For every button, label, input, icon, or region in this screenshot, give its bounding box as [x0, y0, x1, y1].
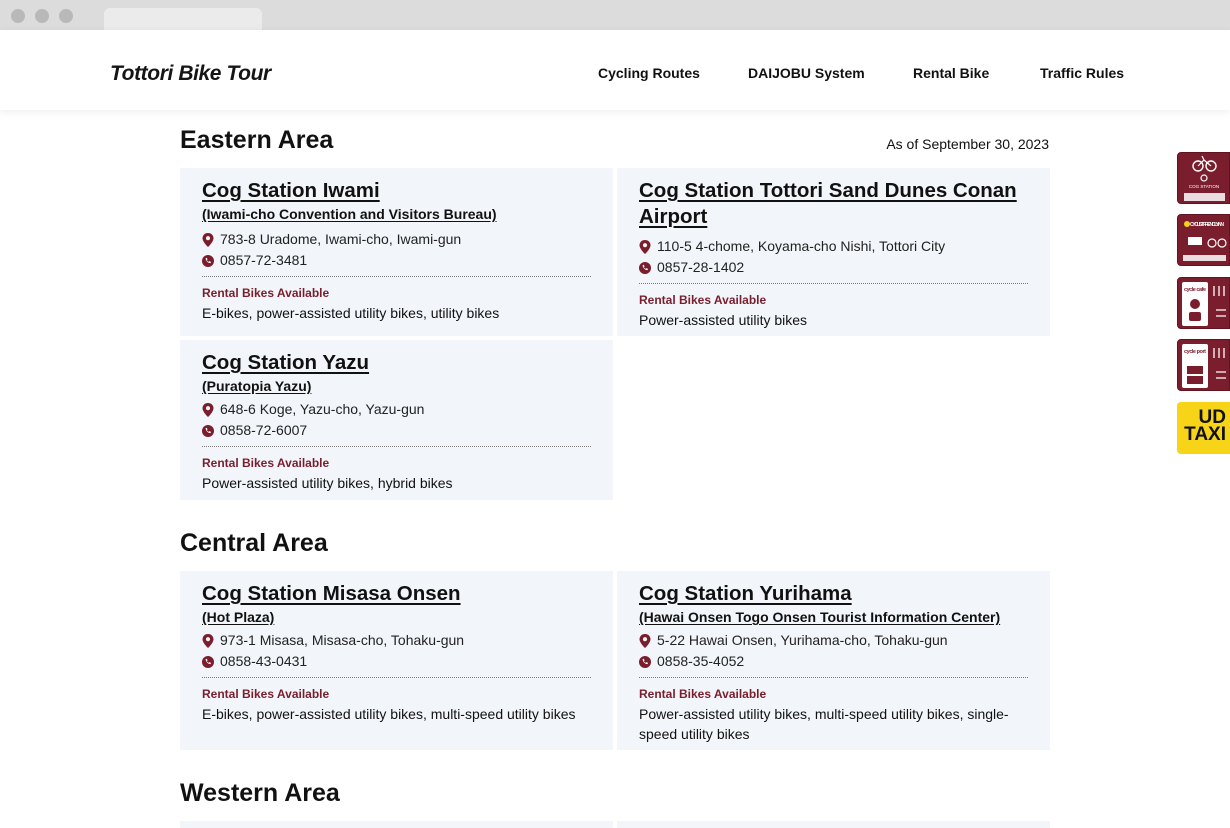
rental-bikes-value: Power-assisted utility bikes, hybrid bikes — [202, 475, 453, 491]
station-subname-link[interactable]: (Hot Plaza) — [202, 609, 275, 625]
browser-tab[interactable] — [104, 8, 262, 30]
rental-bikes-value: Power-assisted utility bikes, multi-speed utility bikes, single-speed utility bikes — [639, 706, 1009, 742]
card-divider — [639, 283, 1028, 284]
map-pin-icon — [202, 233, 214, 247]
phone-icon — [202, 424, 214, 438]
ud-taxi-banner[interactable] — [1177, 402, 1230, 454]
station-card-western-2 — [617, 821, 1050, 828]
station-name-link[interactable]: Cog Station Yazu — [202, 351, 370, 374]
station-phone: 0858-43-0431 — [220, 653, 308, 669]
phone-icon — [639, 261, 651, 275]
window-close-dot[interactable] — [11, 9, 25, 23]
phone-row — [202, 651, 591, 672]
station-address: 783-8 Uradome, Iwami-cho, Iwami-gun — [220, 231, 462, 247]
cycle-port-banner[interactable] — [1177, 339, 1230, 391]
nav-rental-bike[interactable]: Rental Bike — [913, 65, 990, 81]
station-name-link[interactable]: Cog Station Iwami — [202, 179, 380, 202]
station-name-link[interactable]: Cog Station Tottori Sand Dunes Conan Airport — [639, 179, 1017, 228]
map-pin-icon — [202, 634, 214, 648]
cycle-cafe-icon — [1178, 278, 1230, 329]
cycle-cafe-banner[interactable] — [1177, 277, 1230, 329]
window-minimize-dot[interactable] — [35, 9, 49, 23]
station-card-yazu — [180, 340, 613, 500]
central-area-heading: Central Area — [180, 529, 328, 557]
cyclist-friendly-inn-icon — [1178, 215, 1230, 266]
station-card-misasa-onsen — [180, 571, 613, 750]
cog-station-banner[interactable] — [1177, 152, 1230, 204]
cycle-cafe-text: cycle cafe — [1184, 287, 1206, 293]
card-divider — [202, 446, 591, 447]
address-row — [202, 399, 591, 420]
window-maximize-dot[interactable] — [59, 9, 73, 23]
nav-traffic-rules[interactable]: Traffic Rules — [1040, 65, 1125, 81]
card-divider — [202, 276, 591, 277]
site-header — [0, 30, 1230, 110]
address-row — [202, 229, 591, 250]
rental-label: Rental Bikes Available — [202, 286, 330, 300]
station-subname-link[interactable]: (Puratopia Yazu) — [202, 378, 312, 394]
phone-row — [639, 257, 1028, 278]
rental-bikes-value: Power-assisted utility bikes — [639, 312, 808, 328]
phone-icon — [202, 254, 214, 268]
card-divider — [202, 677, 591, 678]
station-card-tottori-airport — [617, 168, 1050, 336]
eastern-area-heading: Eastern Area — [180, 126, 334, 154]
card-divider — [639, 677, 1028, 678]
station-card-yurihama — [617, 571, 1050, 750]
rental-label: Rental Bikes Available — [202, 687, 330, 701]
address-row — [639, 630, 1028, 651]
browser-chrome — [0, 0, 1230, 30]
station-address: 648-6 Koge, Yazu-cho, Yazu-gun — [220, 401, 425, 417]
phone-row — [639, 651, 1028, 672]
address-row — [202, 630, 591, 651]
station-address: 110-5 4-chome, Koyama-cho Nishi, Tottori City — [657, 238, 946, 254]
nav-cycling-routes[interactable]: Cycling Routes — [598, 65, 700, 81]
map-pin-icon — [202, 403, 214, 417]
station-phone: 0857-72-3481 — [220, 252, 308, 268]
map-pin-icon — [639, 634, 651, 648]
phone-icon — [639, 655, 651, 669]
ud-taxi-line-2: TAXI — [1184, 424, 1226, 445]
station-phone: 0858-72-6007 — [220, 422, 308, 438]
address-row — [639, 236, 1028, 257]
rental-label: Rental Bikes Available — [639, 293, 767, 307]
cycle-port-text: cycle port — [1184, 349, 1206, 355]
rental-label: Rental Bikes Available — [639, 687, 767, 701]
cyclist-inn-text: CYCLIST FRIENDLY INN — [1190, 222, 1224, 228]
as-of-date: As of September 30, 2023 — [886, 136, 1049, 152]
cycle-port-icon — [1178, 340, 1230, 391]
station-phone: 0857-28-1402 — [657, 259, 745, 275]
rental-label: Rental Bikes Available — [202, 456, 330, 470]
rental-bikes-value: E-bikes, power-assisted utility bikes, utility bikes — [202, 305, 500, 321]
rental-bikes-value: E-bikes, power-assisted utility bikes, multi-speed utility bikes — [202, 706, 576, 722]
station-phone: 0858-35-4052 — [657, 653, 745, 669]
station-card-western-1 — [180, 821, 613, 828]
station-subname-link[interactable]: (Hawai Onsen Togo Onsen Tourist Information Center) — [639, 609, 1001, 625]
cog-station-text: COG STATION — [1188, 184, 1220, 189]
phone-icon — [202, 655, 214, 669]
cyclist-friendly-inn-banner[interactable] — [1177, 214, 1230, 266]
cog-station-badge-icon — [1178, 153, 1230, 204]
nav-daijobu-system[interactable]: DAIJOBU System — [748, 65, 865, 81]
station-address: 973-1 Misasa, Misasa-cho, Tohaku-gun — [220, 632, 465, 648]
map-pin-icon — [639, 240, 651, 254]
ud-taxi-line-1: UD — [1198, 407, 1226, 428]
station-name-link[interactable]: Cog Station Misasa Onsen — [202, 582, 461, 605]
phone-row — [202, 250, 591, 271]
station-name-link[interactable]: Cog Station Yurihama — [639, 582, 852, 605]
phone-row — [202, 420, 591, 441]
station-address: 5-22 Hawai Onsen, Yurihama-cho, Tohaku-gun — [657, 632, 948, 648]
station-card-iwami — [180, 168, 613, 336]
station-subname-link[interactable]: (Iwami-cho Convention and Visitors Bureau) — [202, 206, 497, 222]
western-area-heading: Western Area — [180, 779, 340, 807]
site-logo[interactable]: Tottori Bike Tour — [110, 62, 271, 85]
